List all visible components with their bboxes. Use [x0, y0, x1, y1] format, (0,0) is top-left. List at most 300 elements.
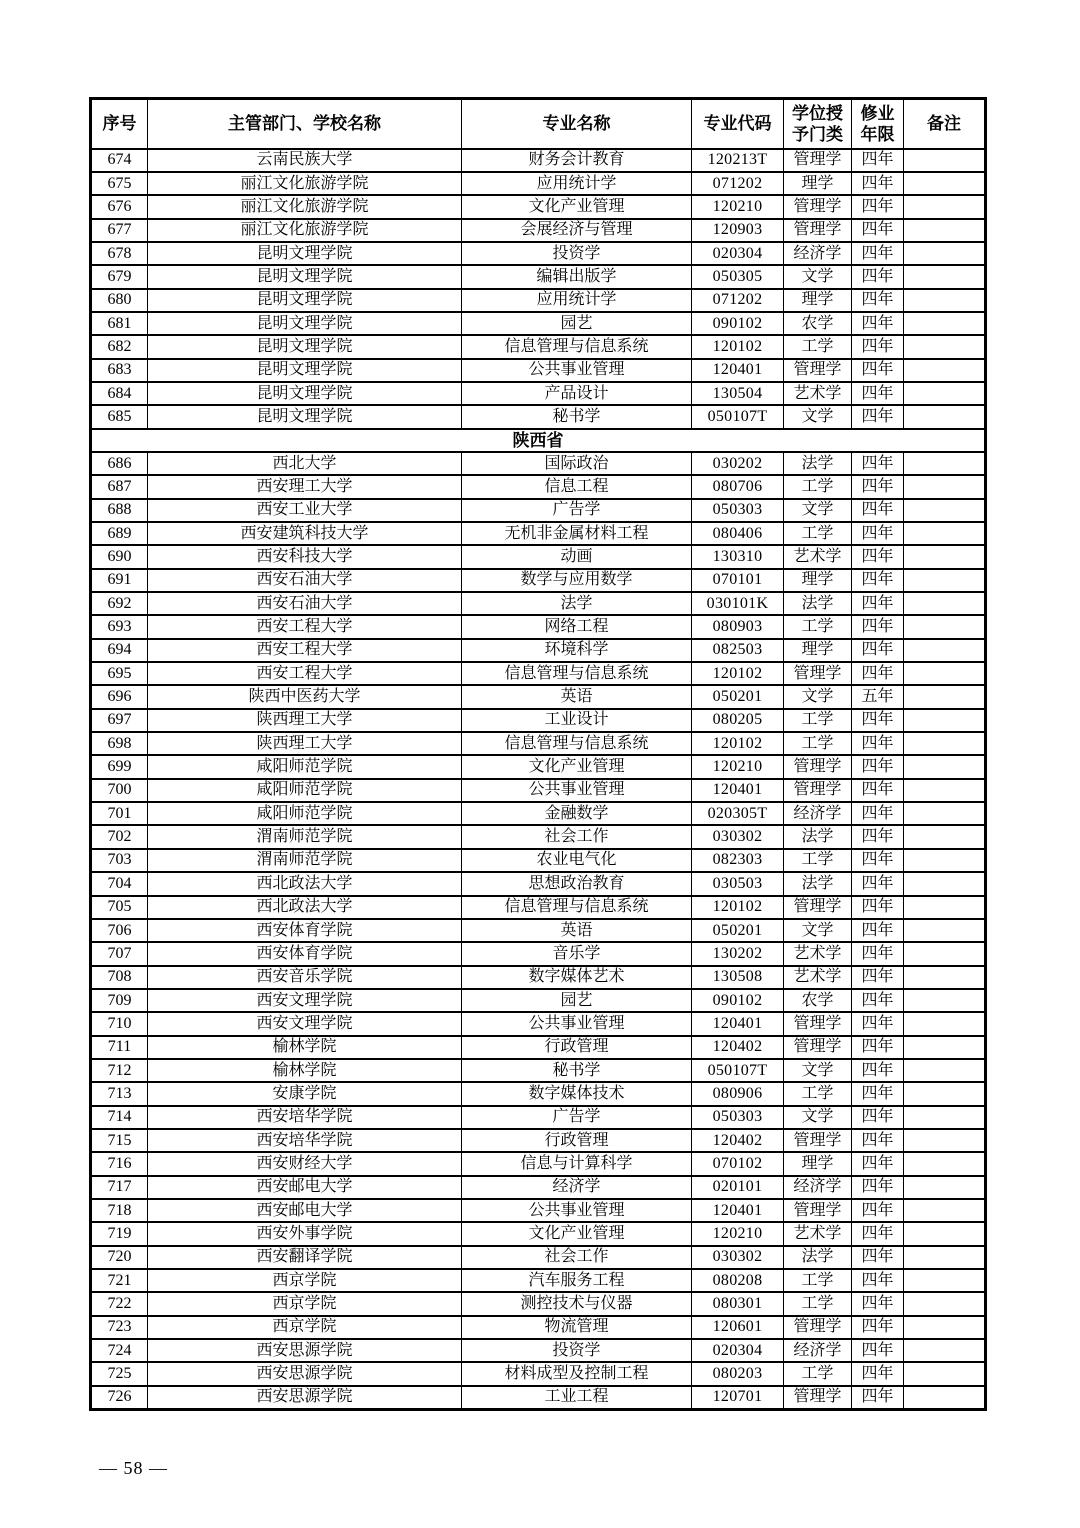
cell-degree: 经济学: [784, 1176, 852, 1199]
cell-degree: 工学: [784, 849, 852, 872]
table-header: [91, 99, 986, 149]
cell-code: 080301: [692, 1292, 784, 1315]
cell-school: 西安理工大学: [148, 475, 462, 498]
cell-code: 120401: [692, 1199, 784, 1222]
cell-degree: 管理学: [784, 195, 852, 218]
column-header-code: 专业代码: [692, 99, 784, 149]
cell-degree: 文学: [784, 405, 852, 428]
table-row: [91, 872, 986, 895]
table-row: [91, 452, 986, 475]
cell-index: 700: [91, 779, 148, 802]
cell-code: 080706: [692, 475, 784, 498]
cell-code: 030302: [692, 1246, 784, 1269]
table-row: [91, 219, 986, 242]
cell-degree: 管理学: [784, 149, 852, 172]
cell-code: 120402: [692, 1129, 784, 1152]
cell-school: 昆明文理学院: [148, 289, 462, 312]
cell-note: [904, 1386, 986, 1409]
cell-years: 四年: [852, 802, 904, 825]
cell-major: 信息管理与信息系统: [462, 896, 692, 919]
cell-index: 704: [91, 872, 148, 895]
cell-major: 信息管理与信息系统: [462, 335, 692, 358]
table-row: [91, 1269, 986, 1292]
cell-note: [904, 219, 986, 242]
cell-note: [904, 1176, 986, 1199]
cell-code: 120210: [692, 755, 784, 778]
cell-years: 四年: [852, 966, 904, 989]
cell-years: 四年: [852, 1106, 904, 1129]
cell-code: 090102: [692, 989, 784, 1012]
table-row: [91, 1129, 986, 1152]
cell-note: [904, 452, 986, 475]
cell-index: 693: [91, 615, 148, 638]
table-row: [91, 1199, 986, 1222]
cell-degree: 理学: [784, 289, 852, 312]
cell-note: [904, 149, 986, 172]
column-header-note: 备注: [904, 99, 986, 149]
cell-years: 四年: [852, 569, 904, 592]
cell-major: 投资学: [462, 242, 692, 265]
cell-school: 渭南师范学院: [148, 849, 462, 872]
cell-school: 昆明文理学院: [148, 382, 462, 405]
cell-school: 西京学院: [148, 1292, 462, 1315]
cell-note: [904, 1199, 986, 1222]
cell-school: 西安工业大学: [148, 499, 462, 522]
cell-note: [904, 1152, 986, 1175]
table-row: [91, 779, 986, 802]
majors-approval-table: [89, 97, 987, 1411]
cell-code: 030503: [692, 872, 784, 895]
cell-school: 咸阳师范学院: [148, 802, 462, 825]
table-row: [91, 172, 986, 195]
cell-major: 园艺: [462, 989, 692, 1012]
cell-major: 行政管理: [462, 1129, 692, 1152]
cell-years: 四年: [852, 615, 904, 638]
cell-major: 汽车服务工程: [462, 1269, 692, 1292]
cell-years: 四年: [852, 289, 904, 312]
province-section-row: [91, 429, 986, 452]
cell-note: [904, 592, 986, 615]
cell-school: 西安建筑科技大学: [148, 522, 462, 545]
table-row: [91, 522, 986, 545]
table-row: [91, 335, 986, 358]
cell-note: [904, 639, 986, 662]
cell-index: 695: [91, 662, 148, 685]
table-row: [91, 709, 986, 732]
cell-years: 四年: [852, 1036, 904, 1059]
cell-index: 717: [91, 1176, 148, 1199]
cell-major: 工业工程: [462, 1386, 692, 1409]
cell-degree: 理学: [784, 1152, 852, 1175]
table-row: [91, 289, 986, 312]
cell-degree: 管理学: [784, 359, 852, 382]
cell-index: 691: [91, 569, 148, 592]
cell-degree: 文学: [784, 685, 852, 708]
cell-code: 050201: [692, 919, 784, 942]
cell-code: 120402: [692, 1036, 784, 1059]
cell-note: [904, 942, 986, 965]
cell-major: 环境科学: [462, 639, 692, 662]
cell-index: 674: [91, 149, 148, 172]
cell-school: 西安财经大学: [148, 1152, 462, 1175]
cell-years: 四年: [852, 942, 904, 965]
cell-index: 711: [91, 1036, 148, 1059]
cell-code: 120401: [692, 359, 784, 382]
cell-index: 685: [91, 405, 148, 428]
cell-index: 702: [91, 825, 148, 848]
cell-degree: 工学: [784, 1292, 852, 1315]
table-row: [91, 359, 986, 382]
cell-major: 社会工作: [462, 1246, 692, 1269]
cell-note: [904, 989, 986, 1012]
cell-index: 681: [91, 312, 148, 335]
cell-note: [904, 522, 986, 545]
cell-years: 四年: [852, 919, 904, 942]
table-row: [91, 849, 986, 872]
cell-code: 050107T: [692, 1059, 784, 1082]
column-header-school: 主管部门、学校名称: [148, 99, 462, 149]
cell-index: 690: [91, 545, 148, 568]
cell-code: 120102: [692, 896, 784, 919]
cell-major: 数学与应用数学: [462, 569, 692, 592]
table-row: [91, 802, 986, 825]
cell-note: [904, 335, 986, 358]
cell-years: 四年: [852, 1316, 904, 1339]
cell-degree: 管理学: [784, 1129, 852, 1152]
table-row: [91, 919, 986, 942]
table-row: [91, 825, 986, 848]
cell-school: 西安思源学院: [148, 1386, 462, 1409]
cell-school: 西安科技大学: [148, 545, 462, 568]
table-row: [91, 1316, 986, 1339]
cell-index: 705: [91, 896, 148, 919]
cell-years: 四年: [852, 1176, 904, 1199]
header-row: [91, 99, 986, 149]
cell-school: 西安外事学院: [148, 1222, 462, 1245]
cell-school: 西安翻译学院: [148, 1246, 462, 1269]
table-row: [91, 1082, 986, 1105]
table-row: [91, 966, 986, 989]
cell-code: 050303: [692, 1106, 784, 1129]
cell-years: 四年: [852, 1199, 904, 1222]
cell-degree: 经济学: [784, 1339, 852, 1362]
table-row: [91, 499, 986, 522]
cell-code: 050107T: [692, 405, 784, 428]
cell-code: 120210: [692, 1222, 784, 1245]
table-row: [91, 615, 986, 638]
table-row: [91, 545, 986, 568]
cell-degree: 艺术学: [784, 1222, 852, 1245]
cell-major: 投资学: [462, 1339, 692, 1362]
cell-code: 120601: [692, 1316, 784, 1339]
cell-school: 安康学院: [148, 1082, 462, 1105]
table-row: [91, 662, 986, 685]
cell-note: [904, 1362, 986, 1385]
cell-code: 080203: [692, 1362, 784, 1385]
cell-degree: 文学: [784, 265, 852, 288]
cell-code: 120401: [692, 1012, 784, 1035]
cell-years: 四年: [852, 896, 904, 919]
cell-degree: 农学: [784, 989, 852, 1012]
cell-note: [904, 172, 986, 195]
cell-note: [904, 382, 986, 405]
cell-note: [904, 1106, 986, 1129]
cell-major: 金融数学: [462, 802, 692, 825]
cell-school: 咸阳师范学院: [148, 779, 462, 802]
cell-major: 秘书学: [462, 1059, 692, 1082]
cell-index: 716: [91, 1152, 148, 1175]
cell-index: 703: [91, 849, 148, 872]
cell-degree: 管理学: [784, 1012, 852, 1035]
cell-degree: 管理学: [784, 1199, 852, 1222]
cell-index: 708: [91, 966, 148, 989]
cell-years: 四年: [852, 1129, 904, 1152]
cell-code: 130504: [692, 382, 784, 405]
cell-index: 721: [91, 1269, 148, 1292]
cell-years: 四年: [852, 475, 904, 498]
cell-degree: 管理学: [784, 1316, 852, 1339]
table-body: [91, 149, 986, 1410]
table-row: [91, 1222, 986, 1245]
cell-degree: 理学: [784, 569, 852, 592]
cell-code: 080906: [692, 1082, 784, 1105]
cell-code: 020304: [692, 1339, 784, 1362]
cell-index: 726: [91, 1386, 148, 1409]
cell-note: [904, 825, 986, 848]
province-section-label: 陕西省: [91, 429, 986, 452]
cell-degree: 管理学: [784, 755, 852, 778]
cell-years: 四年: [852, 359, 904, 382]
cell-note: [904, 475, 986, 498]
cell-degree: 工学: [784, 615, 852, 638]
cell-years: 四年: [852, 755, 904, 778]
cell-years: 四年: [852, 405, 904, 428]
cell-major: 财务会计教育: [462, 149, 692, 172]
cell-school: 昆明文理学院: [148, 335, 462, 358]
cell-index: 723: [91, 1316, 148, 1339]
table-row: [91, 942, 986, 965]
cell-school: 榆林学院: [148, 1059, 462, 1082]
cell-note: [904, 499, 986, 522]
cell-major: 数字媒体艺术: [462, 966, 692, 989]
cell-major: 公共事业管理: [462, 1199, 692, 1222]
cell-years: 四年: [852, 242, 904, 265]
cell-years: 四年: [852, 452, 904, 475]
cell-code: 071202: [692, 172, 784, 195]
cell-degree: 工学: [784, 732, 852, 755]
cell-degree: 管理学: [784, 779, 852, 802]
cell-code: 070101: [692, 569, 784, 592]
cell-index: 724: [91, 1339, 148, 1362]
cell-years: 四年: [852, 1362, 904, 1385]
cell-code: 020305T: [692, 802, 784, 825]
cell-note: [904, 545, 986, 568]
table-row: [91, 1246, 986, 1269]
cell-degree: 工学: [784, 335, 852, 358]
cell-school: 云南民族大学: [148, 149, 462, 172]
cell-code: 130508: [692, 966, 784, 989]
cell-code: 020304: [692, 242, 784, 265]
cell-major: 思想政治教育: [462, 872, 692, 895]
cell-years: 四年: [852, 825, 904, 848]
cell-note: [904, 1316, 986, 1339]
cell-degree: 农学: [784, 312, 852, 335]
cell-index: 697: [91, 709, 148, 732]
cell-major: 应用统计学: [462, 172, 692, 195]
cell-major: 编辑出版学: [462, 265, 692, 288]
cell-index: 707: [91, 942, 148, 965]
cell-index: 701: [91, 802, 148, 825]
cell-code: 120102: [692, 335, 784, 358]
cell-years: 四年: [852, 662, 904, 685]
cell-years: 四年: [852, 1082, 904, 1105]
cell-years: 四年: [852, 1292, 904, 1315]
table-row: [91, 242, 986, 265]
cell-index: 706: [91, 919, 148, 942]
table-row: [91, 685, 986, 708]
table-row: [91, 639, 986, 662]
cell-note: [904, 919, 986, 942]
cell-code: 050201: [692, 685, 784, 708]
cell-index: 722: [91, 1292, 148, 1315]
cell-index: 678: [91, 242, 148, 265]
table-row: [91, 1059, 986, 1082]
cell-degree: 工学: [784, 1362, 852, 1385]
table-row: [91, 382, 986, 405]
cell-note: [904, 1292, 986, 1315]
cell-years: 四年: [852, 545, 904, 568]
column-header-years: 修业 年限: [852, 99, 904, 149]
table-row: [91, 569, 986, 592]
cell-years: 四年: [852, 639, 904, 662]
table-row: [91, 1292, 986, 1315]
cell-code: 080903: [692, 615, 784, 638]
cell-school: 西安体育学院: [148, 942, 462, 965]
cell-years: 四年: [852, 1222, 904, 1245]
cell-degree: 经济学: [784, 242, 852, 265]
cell-code: 050305: [692, 265, 784, 288]
cell-note: [904, 1269, 986, 1292]
cell-code: 120210: [692, 195, 784, 218]
table-row: [91, 312, 986, 335]
cell-note: [904, 242, 986, 265]
cell-school: 西安培华学院: [148, 1106, 462, 1129]
cell-school: 西北政法大学: [148, 872, 462, 895]
cell-years: 四年: [852, 849, 904, 872]
cell-school: 渭南师范学院: [148, 825, 462, 848]
cell-years: 四年: [852, 1059, 904, 1082]
cell-note: [904, 662, 986, 685]
cell-index: 725: [91, 1362, 148, 1385]
cell-school: 丽江文化旅游学院: [148, 219, 462, 242]
cell-degree: 法学: [784, 872, 852, 895]
cell-school: 西安工程大学: [148, 662, 462, 685]
cell-years: 四年: [852, 522, 904, 545]
cell-degree: 法学: [784, 825, 852, 848]
cell-years: 四年: [852, 335, 904, 358]
cell-school: 西京学院: [148, 1316, 462, 1339]
cell-degree: 经济学: [784, 802, 852, 825]
cell-index: 699: [91, 755, 148, 778]
cell-major: 物流管理: [462, 1316, 692, 1339]
cell-index: 712: [91, 1059, 148, 1082]
cell-school: 西安石油大学: [148, 569, 462, 592]
cell-years: 四年: [852, 989, 904, 1012]
table-row: [91, 1339, 986, 1362]
cell-school: 昆明文理学院: [148, 312, 462, 335]
cell-index: 679: [91, 265, 148, 288]
table-row: [91, 755, 986, 778]
cell-note: [904, 1222, 986, 1245]
cell-years: 四年: [852, 709, 904, 732]
cell-note: [904, 569, 986, 592]
cell-school: 西北政法大学: [148, 896, 462, 919]
cell-degree: 文学: [784, 499, 852, 522]
cell-index: 689: [91, 522, 148, 545]
cell-major: 行政管理: [462, 1036, 692, 1059]
cell-school: 西北大学: [148, 452, 462, 475]
cell-school: 西安体育学院: [148, 919, 462, 942]
cell-school: 昆明文理学院: [148, 359, 462, 382]
cell-code: 080205: [692, 709, 784, 732]
cell-major: 音乐学: [462, 942, 692, 965]
cell-degree: 文学: [784, 1106, 852, 1129]
cell-code: 090102: [692, 312, 784, 335]
cell-note: [904, 779, 986, 802]
cell-major: 无机非金属材料工程: [462, 522, 692, 545]
cell-major: 英语: [462, 685, 692, 708]
cell-note: [904, 1012, 986, 1035]
table-row: [91, 732, 986, 755]
cell-major: 公共事业管理: [462, 1012, 692, 1035]
cell-note: [904, 312, 986, 335]
cell-major: 信息管理与信息系统: [462, 662, 692, 685]
cell-school: 西安思源学院: [148, 1362, 462, 1385]
cell-index: 720: [91, 1246, 148, 1269]
cell-index: 719: [91, 1222, 148, 1245]
cell-school: 西安音乐学院: [148, 966, 462, 989]
cell-major: 文化产业管理: [462, 755, 692, 778]
cell-code: 080406: [692, 522, 784, 545]
cell-school: 西安工程大学: [148, 615, 462, 638]
cell-note: [904, 872, 986, 895]
cell-major: 英语: [462, 919, 692, 942]
cell-degree: 管理学: [784, 662, 852, 685]
cell-years: 四年: [852, 265, 904, 288]
cell-note: [904, 195, 986, 218]
cell-degree: 文学: [784, 919, 852, 942]
cell-years: 四年: [852, 195, 904, 218]
cell-major: 农业电气化: [462, 849, 692, 872]
cell-years: 四年: [852, 1012, 904, 1035]
cell-years: 四年: [852, 1339, 904, 1362]
cell-degree: 艺术学: [784, 382, 852, 405]
cell-index: 710: [91, 1012, 148, 1035]
table-row: [91, 265, 986, 288]
cell-index: 687: [91, 475, 148, 498]
cell-years: 四年: [852, 149, 904, 172]
table-row: [91, 1152, 986, 1175]
cell-major: 信息与计算科学: [462, 1152, 692, 1175]
cell-major: 产品设计: [462, 382, 692, 405]
table-row: [91, 592, 986, 615]
cell-code: 030302: [692, 825, 784, 848]
cell-major: 文化产业管理: [462, 195, 692, 218]
cell-index: 675: [91, 172, 148, 195]
table-row: [91, 1106, 986, 1129]
cell-major: 文化产业管理: [462, 1222, 692, 1245]
cell-major: 测控技术与仪器: [462, 1292, 692, 1315]
